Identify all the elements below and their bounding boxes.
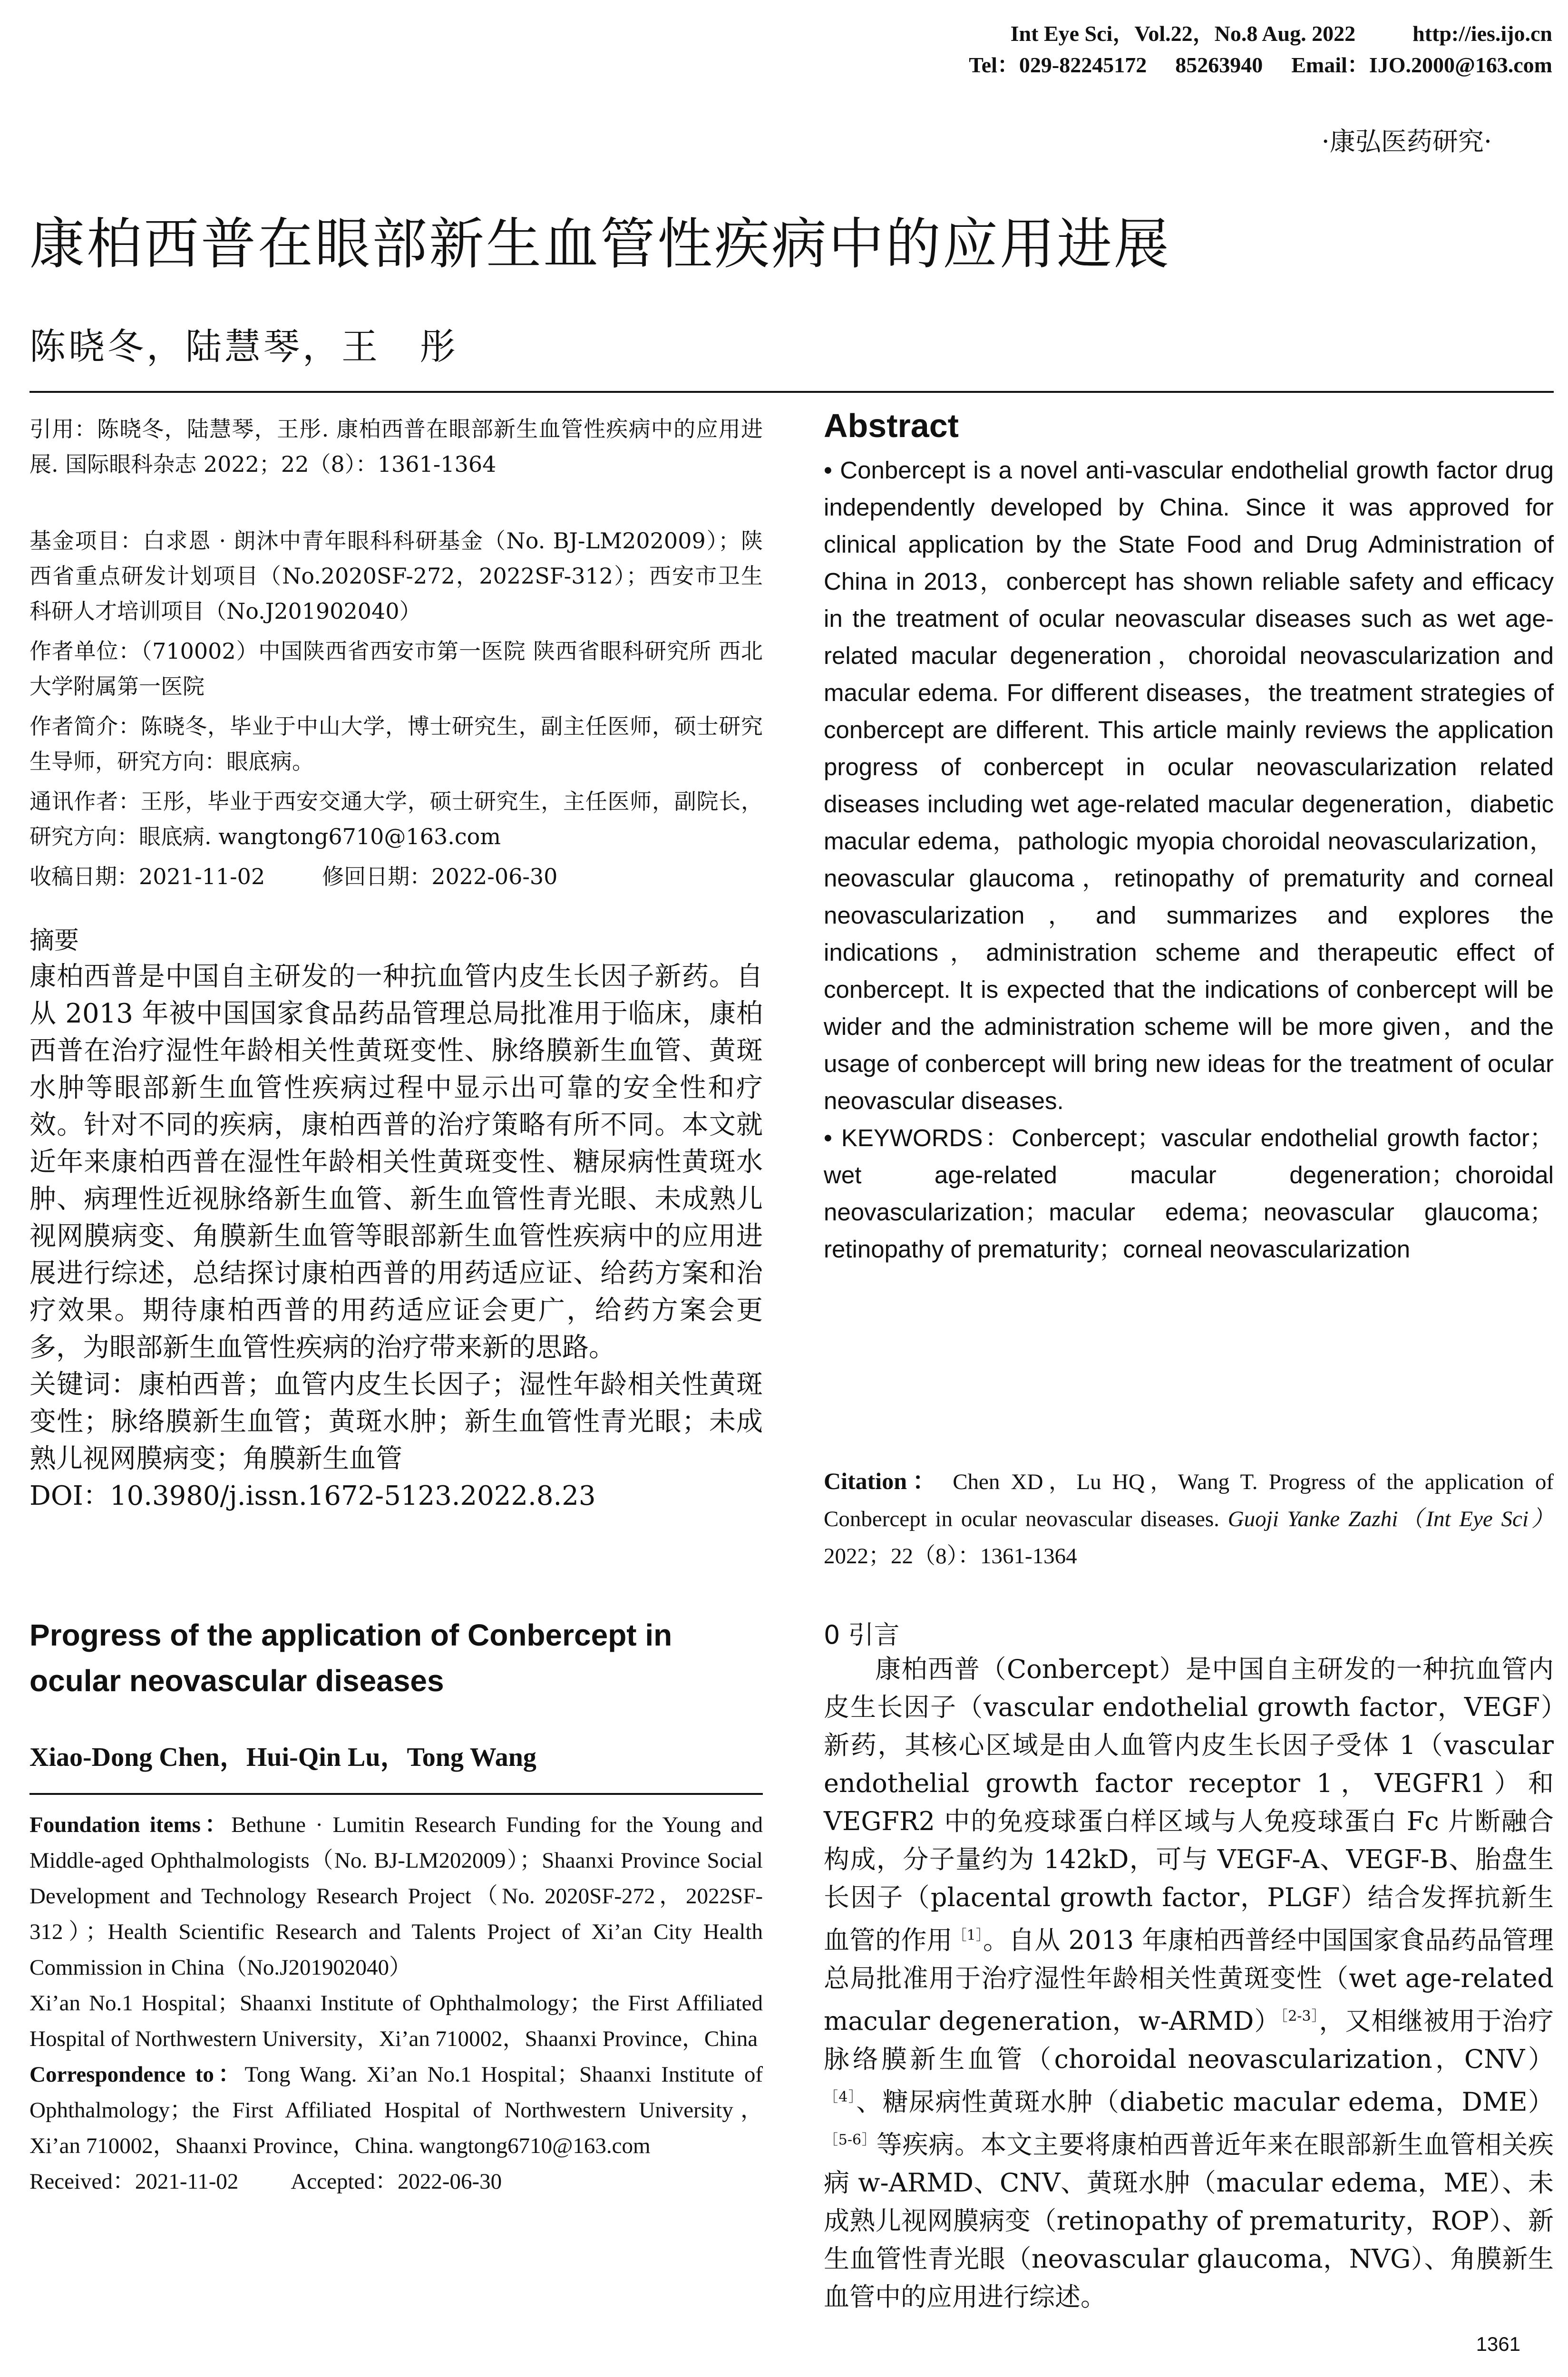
affiliation-cn: （710002）中国陕西省西安市第一医院 陕西省眼科研究所 西北大学附属第一医院 [29,638,763,699]
intro-paragraph [824,1650,1554,2316]
journal-tel: Tel：029-82245172 [969,53,1147,77]
meta-cn-block [29,523,763,899]
authors-cn: 陈晓冬，陆慧琴，王 彤 [29,325,458,368]
mid-rule [29,1793,763,1795]
abstract-en-heading: Abstract [824,407,959,444]
corr-cn-label: 通讯作者： [29,789,141,814]
accepted-en: Accepted：2022-06-30 [291,2169,502,2194]
intro-p5: 等疾病。本文主要将康柏西普近年来在眼部新生血管相关疾病 w-ARMD、CNV、黄斑水肿（macular edema，ME）、未成熟儿视网膜病变（retinopathy of prematurity，ROP）、新生血管性青光眼（neovascular glaucoma，NVG）、角膜新生血管中的应用进行综述。 [824,2130,1554,2312]
citation-cn-text: 陈晓冬，陆慧琴，王彤. 康柏西普在眼部新生血管性疾病中的应用进展. 国际眼科杂志 2022；22（8）：1361-1364 [29,416,763,477]
journal-header [744,18,1552,81]
foundation-cn: 白求恩 · 朗沐中青年眼科科研基金（No. BJ-LM202009）；陕西省重点研发计划项目（No.2020SF-272，2022SF-312）；西安市卫生科研人才培训项目（No.J201902040） [29,528,763,624]
abstract-en-text: • Conbercept is a novel anti-vascular endothelial growth factor drug independently developed by China. Since it was approved for clinical application by the State Food and Drug Administration of China in 2013，conbercept has shown reliable safety and efficacy in the treatment of ocular neovascular diseases such as wet age-related macular degeneration，choroidal neovascularization and macular edema. For different diseases，the treatment strategies of conbercept are different. This article mainly reviews the application progress of conbercept in ocular neovascularization related diseases including wet age-related macular degeneration，diabetic macular edema，pathologic myopia choroidal neovascularization，neovascular glaucoma，retinopathy of prematurity and corneal neovascularization，and summarizes and explores the indications，administration scheme and therapeutic effect of conbercept. It is expected that the indications of conbercept will be wider and the administration scheme will be more given，and the usage of conbercept will bring new ideas for the treatment of ocular neovascular diseases. [824,457,1554,1114]
keywords-cn: 康柏西普；血管内皮生长因子；湿性年龄相关性黄斑变性；脉络膜新生血管；黄斑水肿；新生血管性青光眼；未成熟儿视网膜病变；角膜新生血管 [29,1369,763,1474]
abstract-cn-text: 康柏西普是中国自主研发的一种抗血管内皮生长因子新药。自从 2013 年被中国国家食品药品管理总局批准用于临床，康柏西普在治疗湿性年龄相关性黄斑变性、脉络膜新生血管、黄斑水肿等眼部新生血管性疾病过程中显示出可靠的安全性和疗效。针对不同的疾病，康柏西普的治疗策略有所不同。本文就近年来康柏西普在湿性年龄相关性黄斑变性、糖尿病性黄斑水肿、病理性近视脉络新生血管、新生血管性青光眼、未成熟儿视网膜病变、角膜新生血管等眼部新生血管性疾病中的应用进展进行综述，总结探讨康柏西普的用药适应证、给药方案和治疗效果。期待康柏西普的用药适应证会更广，给药方案会更多，为眼部新生血管性疾病的治疗带来新的思路。 [29,961,763,1363]
citation-en-block [824,1462,1554,1575]
ref-2-3[interactable]: ［2-3］ [1280,2008,1319,2025]
bio-cn: 陈晓冬，毕业于中山大学，博士研究生，副主任医师，硕士研究生导师，研究方向：眼底病。 [29,713,763,774]
foundation-en: Bethune · Lumitin Research Funding for the Young and Middle-aged Ophthalmologists（No. BJ-LM202009）；Shaanxi Province Social Development and Technology Research Project（No. 2020SF-272，2022SF-312）；Health Scientific Research and Talents Project of Xi’an City Health Commission in China（No.J201902040） [29,1812,763,1980]
abstract-cn-block [29,958,763,1515]
corr-en-label: Correspondence to： [29,2062,245,2087]
corr-cn: 王彤，毕业于西安交通大学，硕士研究生，主任医师，副院长，研究方向：眼底病. wangtong6710@163.com [29,789,763,849]
corr-en: Tong Wang. Xi’an No.1 Hospital；Shaanxi Institute of Ophthalmology；the First Affiliated Hospital of Northwestern University，Xi’an 710002，Shaanxi Province，China. wangtong6710@163.com [29,2062,763,2158]
citation-cn-label: 引用： [29,416,97,442]
english-meta-block [29,1807,763,2200]
revised-cn: 修回日期：2022-06-30 [322,864,558,889]
intro-p2: 。自从 2013 年康柏西普经中国国家食品药品管理总局批准用于治疗湿性年龄相关性黄斑变性（wet age-related macular degeneration，w-ARMD） [824,1925,1554,2036]
abstract-cn-heading: 摘要 [29,926,79,955]
intro-p1: 康柏西普（Conbercept）是中国自主研发的一种抗血管内皮生长因子（vascular endothelial growth factor，VEGF）新药，其核心区域是由人血管内皮生长因子受体 1（vascular endothelial growth factor receptor 1，VEGFR1）和 VEGFR2 中的免疫球蛋白样区域与人免疫球蛋白 Fc 片断融合构成，分子量约为 142kD，可与 VEGF-A、VEGF-B、胎盘生长因子（placental growth factor，PLGF）结合发挥抗新生血管的作用 [824,1654,1554,1955]
journal-info: Int Eye Sci，Vol.22，No.8 Aug. 2022 [1010,21,1356,46]
foundation-cn-label: 基金项目： [29,528,143,554]
top-rule [29,391,1554,393]
citation-en-text: Chen XD，Lu HQ，Wang T. Progress of the application of Conbercept in ocular neovascular diseases. [824,1470,1554,1531]
ref-4[interactable]: ［4］ [824,2089,857,2105]
citation-cn-block [29,411,763,487]
doi[interactable]: DOI：10.3980/j.issn.1672-5123.2022.8.23 [29,1481,596,1511]
affiliation-cn-label: 作者单位： [29,638,141,664]
english-authors: Xiao-Dong Chen，Hui-Qin Lu，Tong Wang [29,1743,536,1772]
intro-p3: ，又相继被用于治疗脉络膜新生血管（choroidal neovascularization，CNV） [824,2006,1554,2074]
abstract-en-block [824,452,1554,1268]
intro-heading: 0 引言 [824,1620,900,1650]
intro-p4: 、糖尿病性黄斑水肿（diabetic macular edema，DME） [856,2087,1554,2117]
english-title: Progress of the application of Conbercept in ocular neovascular diseases [29,1618,672,1698]
ref-5-6[interactable]: ［5-6］ [824,2132,877,2148]
keywords-en: • KEYWORDS：Conbercept；vascular endothelial growth factor；wet age-related macular degeneration；choroidal neovascularization；macular edema；neovascular glaucoma；retinopathy of prematurity；corneal neovascularization [824,1124,1554,1263]
foundation-en-label: Foundation items： [29,1812,232,1837]
affiliation-en: Xi’an No.1 Hospital；Shaanxi Institute of Ophthalmology；the First Affiliated Hospital of Northwestern University，Xi’an 710002，Shaanxi Province，China [29,1991,763,2051]
citation-en-label: Citation： [824,1468,942,1494]
bio-cn-label: 作者简介： [29,713,141,739]
page-number: 1361 [1476,2333,1520,2355]
keywords-cn-label: 关键词： [29,1369,138,1400]
journal-url[interactable]: http://ies.ijo.cn [1412,21,1552,46]
journal-email[interactable]: Email：IJO.2000@163.com [1291,53,1552,77]
article-title: 康柏西普在眼部新生血管性疾病中的应用进展 [29,212,1171,276]
journal-tel2: 85263940 [1175,53,1263,77]
citation-en-tail: 2022；22（8）：1361-1364 [824,1544,1077,1568]
ref-1[interactable]: ［1］ [952,1927,983,1944]
column-tag: ·康弘医药研究· [1321,127,1492,156]
citation-en-journal: Guoji Yanke Zazhi（Int Eye Sci） [1227,1507,1554,1531]
received-en: Received：2021-11-02 [29,2169,239,2194]
received-cn: 收稿日期：2021-11-02 [29,864,265,889]
